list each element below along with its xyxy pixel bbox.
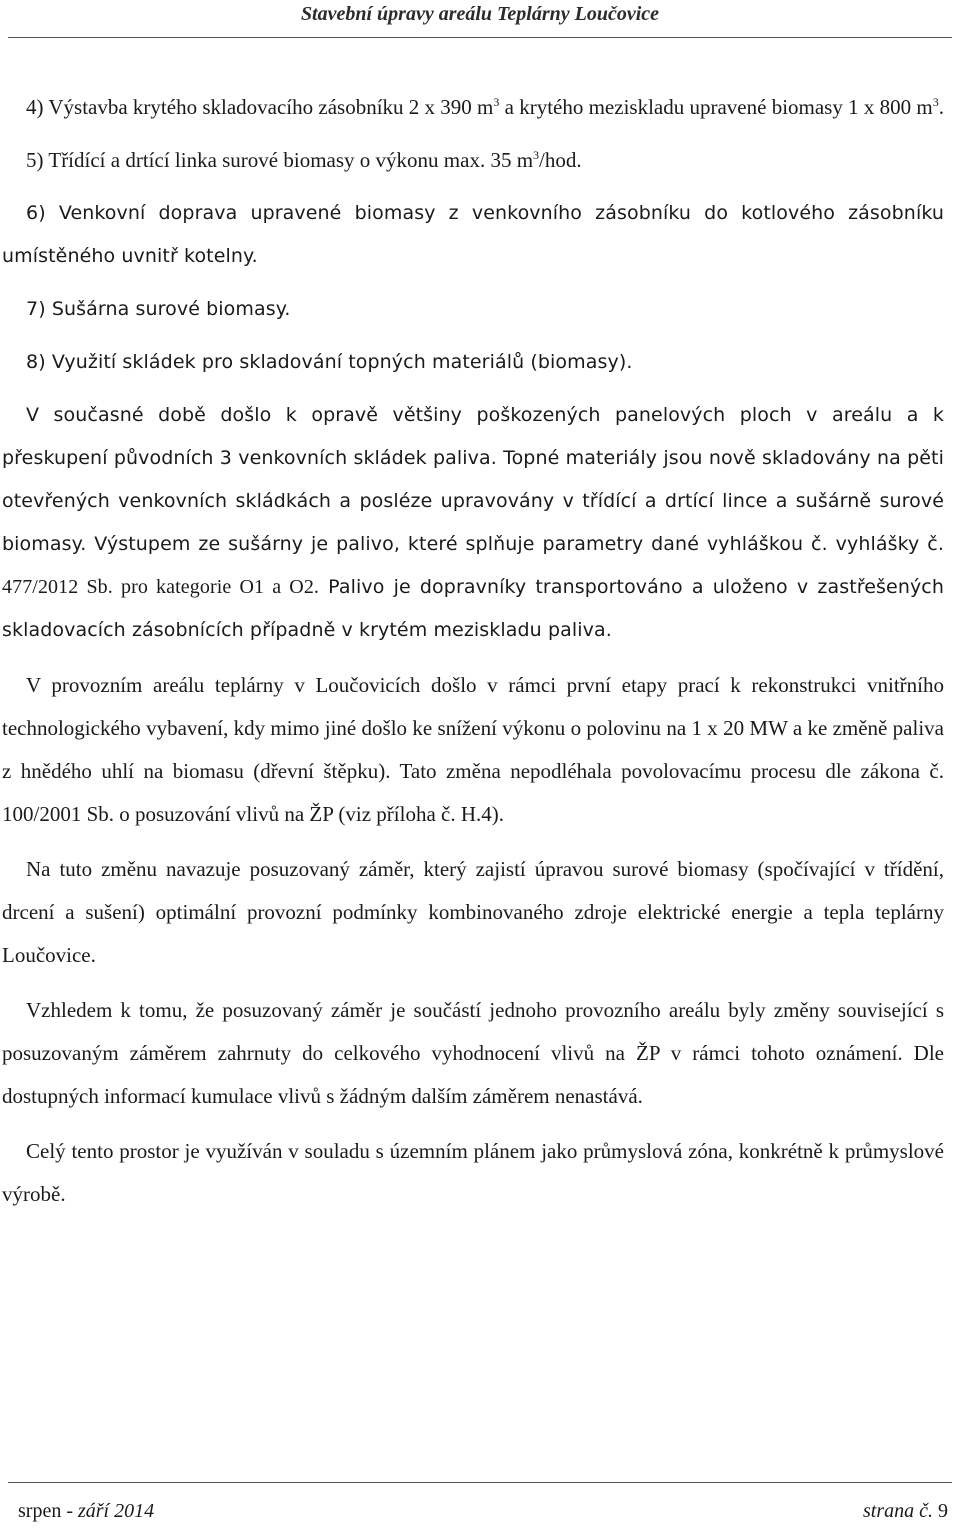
page-number-value: 9 (938, 1500, 948, 1522)
page-header (0, 0, 960, 28)
item-5-text-a: 5) Třídící a drtící linka surové biomasy o výkonu max. 35 m (26, 148, 534, 172)
list-item-8: 8) Využití skládek pro skladování topných materiálů (biomasy). (26, 351, 633, 373)
footer-date-month: srpen - (18, 1500, 78, 1522)
header-divider (8, 37, 952, 38)
page-footer (18, 1496, 948, 1526)
paragraph-1-text-b: Palivo je dopravníky transportováno a uloženo v zastřešených skladovacích zásobnících případně v krytém meziskladu paliva. (2, 576, 944, 641)
paragraph-1-text-a: V současné době došlo k opravě většiny poškozených panelových ploch v areálu a k přeskupení původních 3 venkovních skládek paliva. Topné materiály jsou nově skladovány na pěti otevřených venkovních skládkách a posléze upravovány v třídící a drtící lince a sušárně surové biomasy. Výstupem ze sušárny je palivo, které splňuje parametry dané vyhláškou č. vyhlášky č. (2, 404, 944, 555)
page-number (863, 1496, 948, 1526)
list-item-6: 6) Venkovní doprava upravené biomasy z venkovního zásobníku do kotlového zásobníku umístěného uvnitř kotelny. (2, 202, 944, 267)
footer-date-rest: září 2014 (77, 1500, 155, 1522)
item-5-text-b: /hod. (539, 148, 582, 172)
item-4-text-b: a krytého meziskladu upravené biomasy 1 x 800 m (499, 95, 933, 119)
header-title: Stavební úpravy areálu Teplárny Loučovice (300, 3, 660, 25)
paragraph-1-regulation: 477/2012 Sb. pro kategorie O1 a O2. (2, 576, 320, 598)
paragraph-2: V provozním areálu teplárny v Loučovicích došlo v rámci první etapy prací k rekonstrukci vnitřního technologického vybavení, kdy mimo jiné došlo ke snížení výkonu o polovinu na 1 x 20 MW a ke změně paliva z hnědého uhlí na biomasu (dřevní štěpku). Tato změna nepodléhala povolovacímu procesu dle zákona č. 100/2001 Sb. o posuzování vlivů na ŽP (viz příloha č. H.4). (2, 673, 944, 826)
list-item-4 (2, 86, 944, 129)
item-4-superscript-1: 3 (493, 95, 500, 109)
paragraph-1 (2, 394, 944, 652)
list-item-7: 7) Sušárna surové biomasy. (26, 298, 291, 320)
item-4-superscript-2: 3 (932, 95, 939, 109)
page-content (2, 86, 944, 1216)
page-number-label: strana č. (863, 1500, 938, 1522)
footer-divider (8, 1482, 952, 1483)
paragraph-5: Celý tento prostor je využíván v souladu s územním plánem jako průmyslová zóna, konkrétně k průmyslové výrobě. (2, 1139, 944, 1206)
spacer (2, 129, 944, 139)
item-5-superscript: 3 (533, 148, 540, 162)
paragraph-3: Na tuto změnu navazuje posuzovaný záměr, který zajistí úpravou surové biomasy (spočívající v třídění, drcení a sušení) optimální provozní podmínky kombinovaného zdroje elektrické energie a tepla teplárny Loučovice. (2, 857, 944, 967)
item-4-text-a: 4) Výstavba krytého skladovacího zásobníku 2 x 390 m (26, 95, 494, 119)
list-item-5 (2, 139, 944, 182)
item-4-text-c: . (938, 95, 944, 119)
footer-date (18, 1496, 154, 1526)
paragraph-4: Vzhledem k tomu, že posuzovaný záměr je součástí jednoho provozního areálu byly změny související s posuzovaným záměrem zahrnuty do celkového vyhodnocení vlivů na ŽP v rámci tohoto oznámení. Dle dostupných informací kumulace vlivů s žádným dalším záměrem nenastává. (2, 998, 944, 1108)
